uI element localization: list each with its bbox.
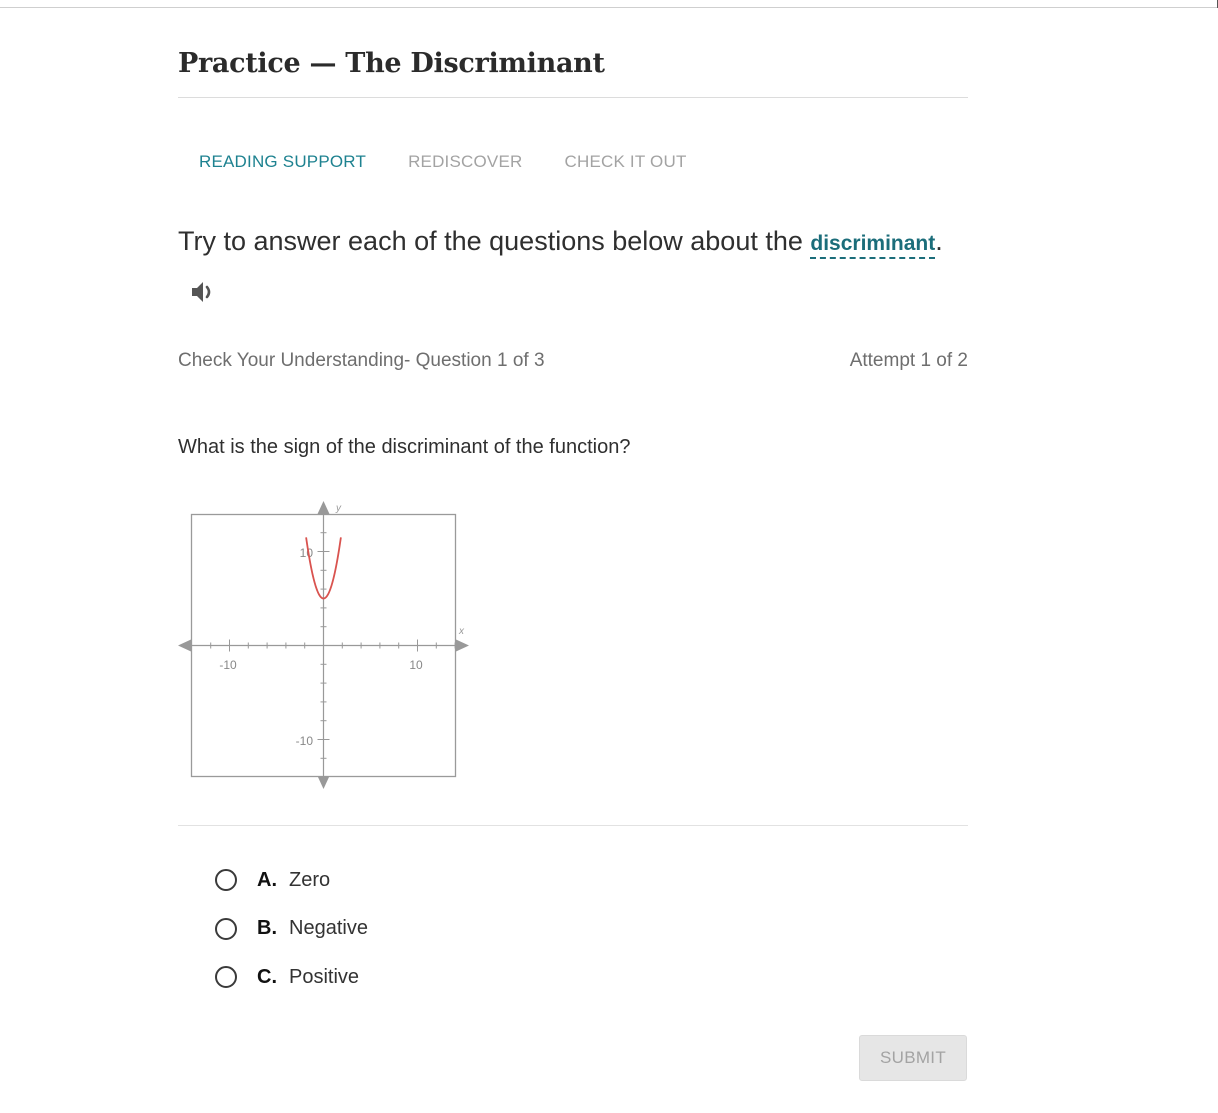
y-tick-label-neg-10: -10 — [295, 734, 313, 748]
function-graph — [178, 498, 478, 803]
y-axis-label: y — [336, 503, 341, 514]
x-axis-right-arrow — [456, 640, 469, 652]
x-axis-left-arrow — [178, 640, 191, 652]
choice-text: Positive — [289, 965, 360, 988]
instruction-prefix: Try to answer each of the questions below about the — [178, 226, 811, 256]
radio-button[interactable] — [215, 966, 237, 988]
choices-divider — [178, 825, 968, 826]
browser-top-bar — [0, 0, 1218, 8]
instruction-suffix: . — [935, 226, 943, 256]
x-tick-label-10: 10 — [409, 658, 423, 672]
tab-reading-support[interactable]: READING SUPPORT — [199, 152, 367, 171]
question-counter: Check Your Understanding- Question 1 of 3 — [178, 350, 545, 371]
progress-bar — [178, 350, 968, 372]
submit-button[interactable]: SUBMIT — [859, 1035, 967, 1081]
radio-button[interactable] — [215, 869, 237, 891]
answer-choices — [215, 856, 368, 1002]
y-axis-top-arrow — [318, 501, 330, 514]
choice-letter: B. — [257, 917, 277, 940]
choice-text: Negative — [289, 917, 368, 940]
tab-rediscover[interactable]: REDISCOVER — [408, 152, 523, 171]
question-prompt: What is the sign of the discriminant of the function? — [178, 436, 631, 458]
tab-bar — [199, 152, 687, 172]
choice-letter: A. — [257, 868, 277, 891]
choice-a[interactable] — [215, 856, 368, 905]
y-axis-bottom-arrow — [318, 776, 330, 789]
choice-c[interactable] — [215, 953, 368, 1002]
choice-letter: C. — [257, 965, 277, 988]
x-axis-label: x — [459, 626, 464, 637]
instruction-text — [178, 226, 943, 257]
tab-check-it-out[interactable]: CHECK IT OUT — [564, 152, 687, 171]
attempt-counter: Attempt 1 of 2 — [849, 350, 968, 371]
glossary-term-discriminant[interactable]: discriminant — [810, 232, 935, 259]
page-title: Practice — The Discriminant — [178, 48, 605, 79]
graph-svg — [178, 498, 478, 798]
choice-text: Zero — [289, 868, 331, 891]
speaker-icon[interactable] — [190, 279, 218, 305]
radio-button[interactable] — [215, 918, 237, 940]
title-divider — [178, 97, 968, 98]
x-tick-label-neg-10: -10 — [219, 658, 237, 672]
choice-b[interactable] — [215, 905, 368, 954]
y-tick-label-10: 10 — [299, 546, 313, 560]
